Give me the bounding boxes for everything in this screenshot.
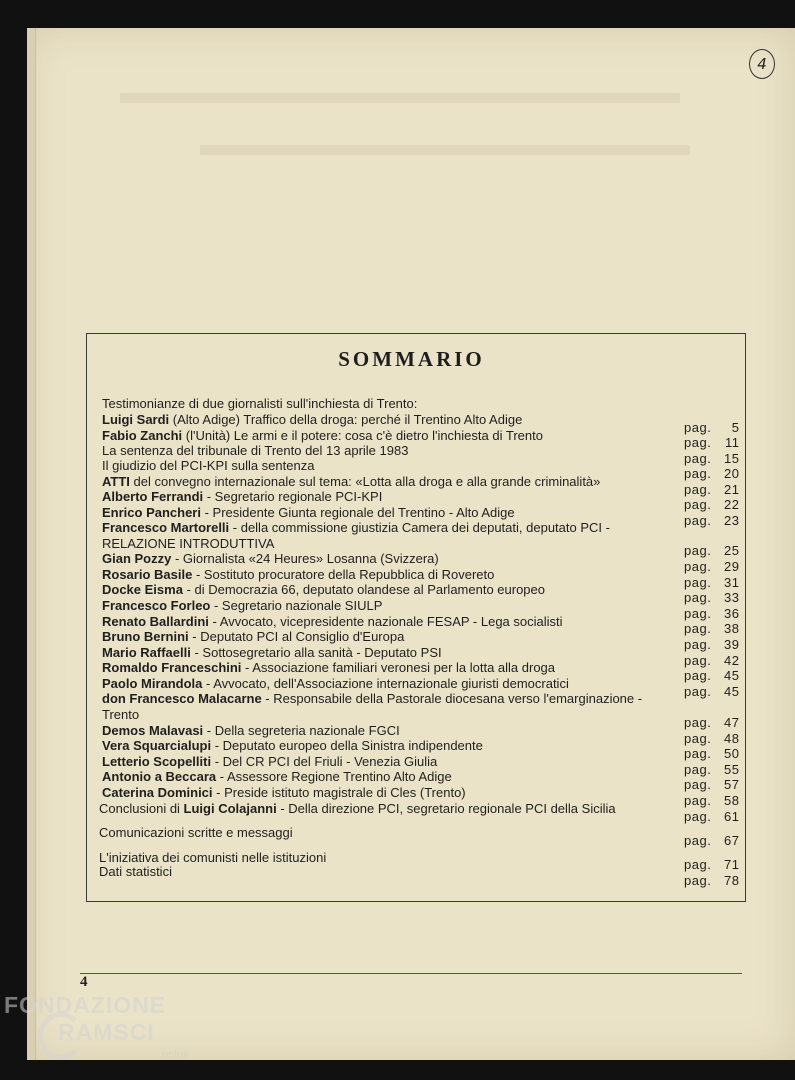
page-value: 21 — [723, 482, 740, 497]
entry-text: - Presidente Giunta regionale del Trentino - Alto Adige — [200, 505, 515, 520]
page-ref — [684, 543, 739, 558]
page-ref — [684, 857, 739, 872]
entry-author: Rosario Basile — [102, 567, 193, 582]
page-value: 38 — [723, 621, 740, 636]
entry-text: - Responsabile della Pastorale diocesana verso l'emarginazione - — [261, 691, 643, 706]
entry-author: don Francesco Malacarne — [102, 691, 262, 706]
page-prefix: pag. — [684, 833, 712, 848]
page-prefix: pag. — [684, 715, 712, 730]
page-prefix: pag. — [684, 420, 712, 435]
page-prefix: pag. — [684, 809, 712, 824]
entry-author: Vera Squarcialupi — [102, 738, 212, 753]
page-prefix: pag. — [684, 451, 712, 466]
page-value: 11 — [724, 435, 740, 450]
entry-text: - Della direzione PCI, segretario regionale PCI della Sicilia — [276, 801, 616, 816]
page-value: 50 — [723, 746, 740, 761]
toc-entry — [102, 520, 610, 535]
entry-text: (Alto Adige) Traffico della droga: perché il Trentino Alto Adige — [169, 412, 523, 427]
page-ref — [684, 668, 739, 683]
entry-text: Trento — [102, 707, 140, 722]
page-ref — [684, 621, 739, 636]
entry-text: - Sostituto procuratore della Repubblica di Rovereto — [192, 567, 495, 582]
page-value: 47 — [723, 715, 740, 730]
toc-entry — [99, 850, 326, 865]
page-value: 39 — [723, 637, 740, 652]
page-ref — [684, 777, 739, 792]
footer-rule — [80, 973, 742, 974]
page-prefix: pag. — [684, 746, 712, 761]
entry-author: Francesco Forleo — [102, 598, 211, 613]
page-value: 57 — [723, 777, 740, 792]
entry-author: Paolo Mirandola — [102, 676, 203, 691]
entry-author: Fabio Zanchi — [102, 428, 183, 443]
entry-text: - Segretario regionale PCI-KPI — [203, 489, 383, 504]
entry-text: La sentenza del tribunale di Trento del 13 aprile 1983 — [102, 443, 409, 458]
entry-text: - Deputato PCI al Consiglio d'Europa — [188, 629, 405, 644]
page-prefix: pag. — [684, 762, 712, 777]
page-ref — [684, 833, 739, 848]
toc-entry — [102, 443, 408, 458]
page-ref — [684, 559, 739, 574]
page-prefix: pag. — [684, 466, 712, 481]
entry-author: Renato Ballardini — [102, 614, 209, 629]
page-ref — [684, 420, 739, 435]
toc-entry — [102, 629, 404, 644]
page-value: 55 — [723, 762, 740, 777]
entry-text: - Preside istituto magistrale di Cles (Trento) — [212, 785, 466, 800]
page-prefix: pag. — [684, 684, 712, 699]
toc-entry — [99, 801, 616, 816]
page-prefix: pag. — [684, 653, 712, 668]
entry-author: Mario Raffaelli — [102, 645, 191, 660]
toc-entry — [102, 614, 563, 629]
page-ref — [684, 762, 739, 777]
entry-text: - di Democrazia 66, deputato olandese al Parlamento europeo — [182, 582, 545, 597]
page-value: 20 — [723, 466, 740, 481]
page-prefix: pag. — [684, 793, 712, 808]
entry-author: Docke Eisma — [102, 582, 183, 597]
page-prefix: pag. — [684, 873, 712, 888]
entry-author: Antonio a Beccara — [102, 769, 217, 784]
entry-text: L'iniziativa dei comunisti nelle istituzioni — [99, 850, 327, 865]
page-ref — [684, 793, 739, 808]
entry-author: Francesco Martorelli — [102, 520, 230, 535]
toc-entry — [102, 489, 382, 504]
watermark-line1: FONDAZIONE — [4, 992, 167, 1018]
summary-title: SOMMARIO — [338, 347, 485, 371]
entry-text: - Avvocato, vicepresidente nazionale FESAP - Lega socialisti — [208, 614, 563, 629]
toc-entry — [102, 551, 439, 566]
entry-text: - Del CR PCI del Friuli - Venezia Giulia — [211, 754, 438, 769]
entry-text: - Assessore Regione Trentino Alto Adige — [216, 769, 452, 784]
page-ref — [684, 482, 739, 497]
page-ref — [684, 715, 739, 730]
page-ref — [684, 873, 739, 888]
entry-text: - Deputato europeo della Sinistra indipendente — [211, 738, 483, 753]
page-value: 5 — [731, 420, 740, 435]
page-ref — [684, 637, 739, 652]
page-prefix: pag. — [684, 590, 712, 605]
entry-text: - Della segreteria nazionale FGCI — [203, 723, 400, 738]
entry-text: RELAZIONE INTRODUTTIVA — [102, 536, 275, 551]
entry-author: Bruno Bernini — [102, 629, 189, 644]
entry-text: - della commissione giustizia Camera dei deputati, deputato PCI - — [229, 520, 610, 535]
page-prefix: pag. — [684, 559, 712, 574]
page-value: 45 — [723, 684, 740, 699]
page-number: 4 — [80, 974, 88, 990]
entry-text: - Giornalista «24 Heures» Losanna (Svizzera) — [171, 551, 439, 566]
watermark-line3: onlus — [162, 1049, 189, 1061]
page-value: 33 — [723, 590, 740, 605]
toc-entry — [102, 428, 543, 443]
page-prefix: pag. — [684, 606, 712, 621]
entry-text: Testimonianze di due giornalisti sull'inchiesta di Trento: — [102, 396, 418, 411]
toc-entry — [102, 645, 442, 660]
page-value: 25 — [723, 543, 740, 558]
entry-text: Conclusioni di — [99, 801, 184, 816]
watermark-line2: RAMSCI — [58, 1019, 155, 1045]
show-through-text — [200, 145, 690, 155]
page-ref — [684, 684, 739, 699]
page-prefix: pag. — [684, 497, 712, 512]
toc-entry — [102, 536, 274, 551]
toc-entry — [102, 412, 522, 427]
page-ref — [684, 451, 739, 466]
entry-text: Il giudizio del PCI-KPI sulla sentenza — [102, 458, 315, 473]
page-prefix: pag. — [684, 482, 712, 497]
toc-entry — [102, 754, 437, 769]
entry-author: Letterio Scopelliti — [102, 754, 212, 769]
page-value: 23 — [723, 513, 740, 528]
toc-entry — [102, 505, 515, 520]
page-value: 78 — [723, 873, 740, 888]
page-prefix: pag. — [684, 777, 712, 792]
toc-entry — [102, 691, 642, 706]
entry-text: Dati statistici — [99, 864, 172, 879]
paper-edge — [27, 28, 36, 1060]
toc-entry — [102, 707, 139, 722]
page-value: 29 — [723, 559, 740, 574]
page-ref — [684, 513, 739, 528]
page-ref — [684, 653, 739, 668]
page-ref — [684, 435, 739, 450]
page-ref — [684, 731, 739, 746]
page-value: 48 — [723, 731, 740, 746]
toc-entry — [102, 396, 417, 411]
page-prefix: pag. — [684, 668, 712, 683]
page-prefix: pag. — [684, 731, 712, 746]
page-value: 61 — [723, 809, 740, 824]
toc-entry — [102, 474, 600, 489]
page-ref — [684, 590, 739, 605]
page-prefix: pag. — [684, 575, 712, 590]
toc-entry — [99, 864, 172, 879]
toc-entry — [102, 738, 483, 753]
page-value: 58 — [723, 793, 740, 808]
toc-entry — [99, 825, 293, 840]
entry-text: - Associazione familiari veronesi per la lotta alla droga — [241, 660, 556, 675]
handwritten-page-mark: 4 — [749, 49, 775, 79]
page-prefix: pag. — [684, 637, 712, 652]
page-ref — [684, 809, 739, 824]
toc-entry — [102, 723, 400, 738]
page-ref — [684, 575, 739, 590]
entry-author: Enrico Pancheri — [102, 505, 201, 520]
entry-author: Romaldo Franceschini — [102, 660, 242, 675]
toc-entry — [102, 676, 569, 691]
toc-entry — [102, 458, 314, 473]
entry-author: Luigi Sardi — [102, 412, 170, 427]
page-ref — [684, 497, 739, 512]
toc-entry — [102, 567, 494, 582]
page-ref — [684, 746, 739, 761]
toc-entry — [102, 769, 452, 784]
page-ref — [684, 466, 739, 481]
page-value: 71 — [723, 857, 740, 872]
entry-author: Gian Pozzy — [102, 551, 172, 566]
toc-entry — [102, 660, 555, 675]
page-value: 15 — [723, 451, 740, 466]
entry-text: - Avvocato, dell'Associazione internazionale giuristi democratici — [202, 676, 569, 691]
entry-text: - Sottosegretario alla sanità - Deputato PSI — [190, 645, 442, 660]
page-value: 42 — [723, 653, 740, 668]
page-prefix: pag. — [684, 621, 712, 636]
show-through-text — [120, 93, 680, 103]
page-value: 31 — [723, 575, 740, 590]
page-value: 22 — [723, 497, 740, 512]
entry-author: Luigi Colajanni — [183, 801, 277, 816]
page-value: 67 — [723, 833, 740, 848]
toc-entry — [102, 598, 382, 613]
page-prefix: pag. — [684, 435, 712, 450]
page-prefix: pag. — [684, 513, 712, 528]
toc-entry — [102, 582, 545, 597]
entry-author: ATTI — [102, 474, 130, 489]
page-ref — [684, 606, 739, 621]
page-value: 45 — [723, 668, 740, 683]
entry-text: - Segretario nazionale SIULP — [210, 598, 383, 613]
entry-author: Demos Malavasi — [102, 723, 204, 738]
page-prefix: pag. — [684, 857, 712, 872]
entry-text: (l'Unità) Le armi e il potere: cosa c'è dietro l'inchiesta di Trento — [182, 428, 543, 443]
entry-text: Comunicazioni scritte e messaggi — [99, 825, 293, 840]
entry-author: Caterina Dominici — [102, 785, 213, 800]
toc-entry — [102, 785, 466, 800]
entry-text: del convegno internazionale sul tema: «Lotta alla droga e alla grande criminalità» — [129, 474, 601, 489]
page-prefix: pag. — [684, 543, 712, 558]
entry-author: Alberto Ferrandi — [102, 489, 204, 504]
page-value: 36 — [723, 606, 740, 621]
